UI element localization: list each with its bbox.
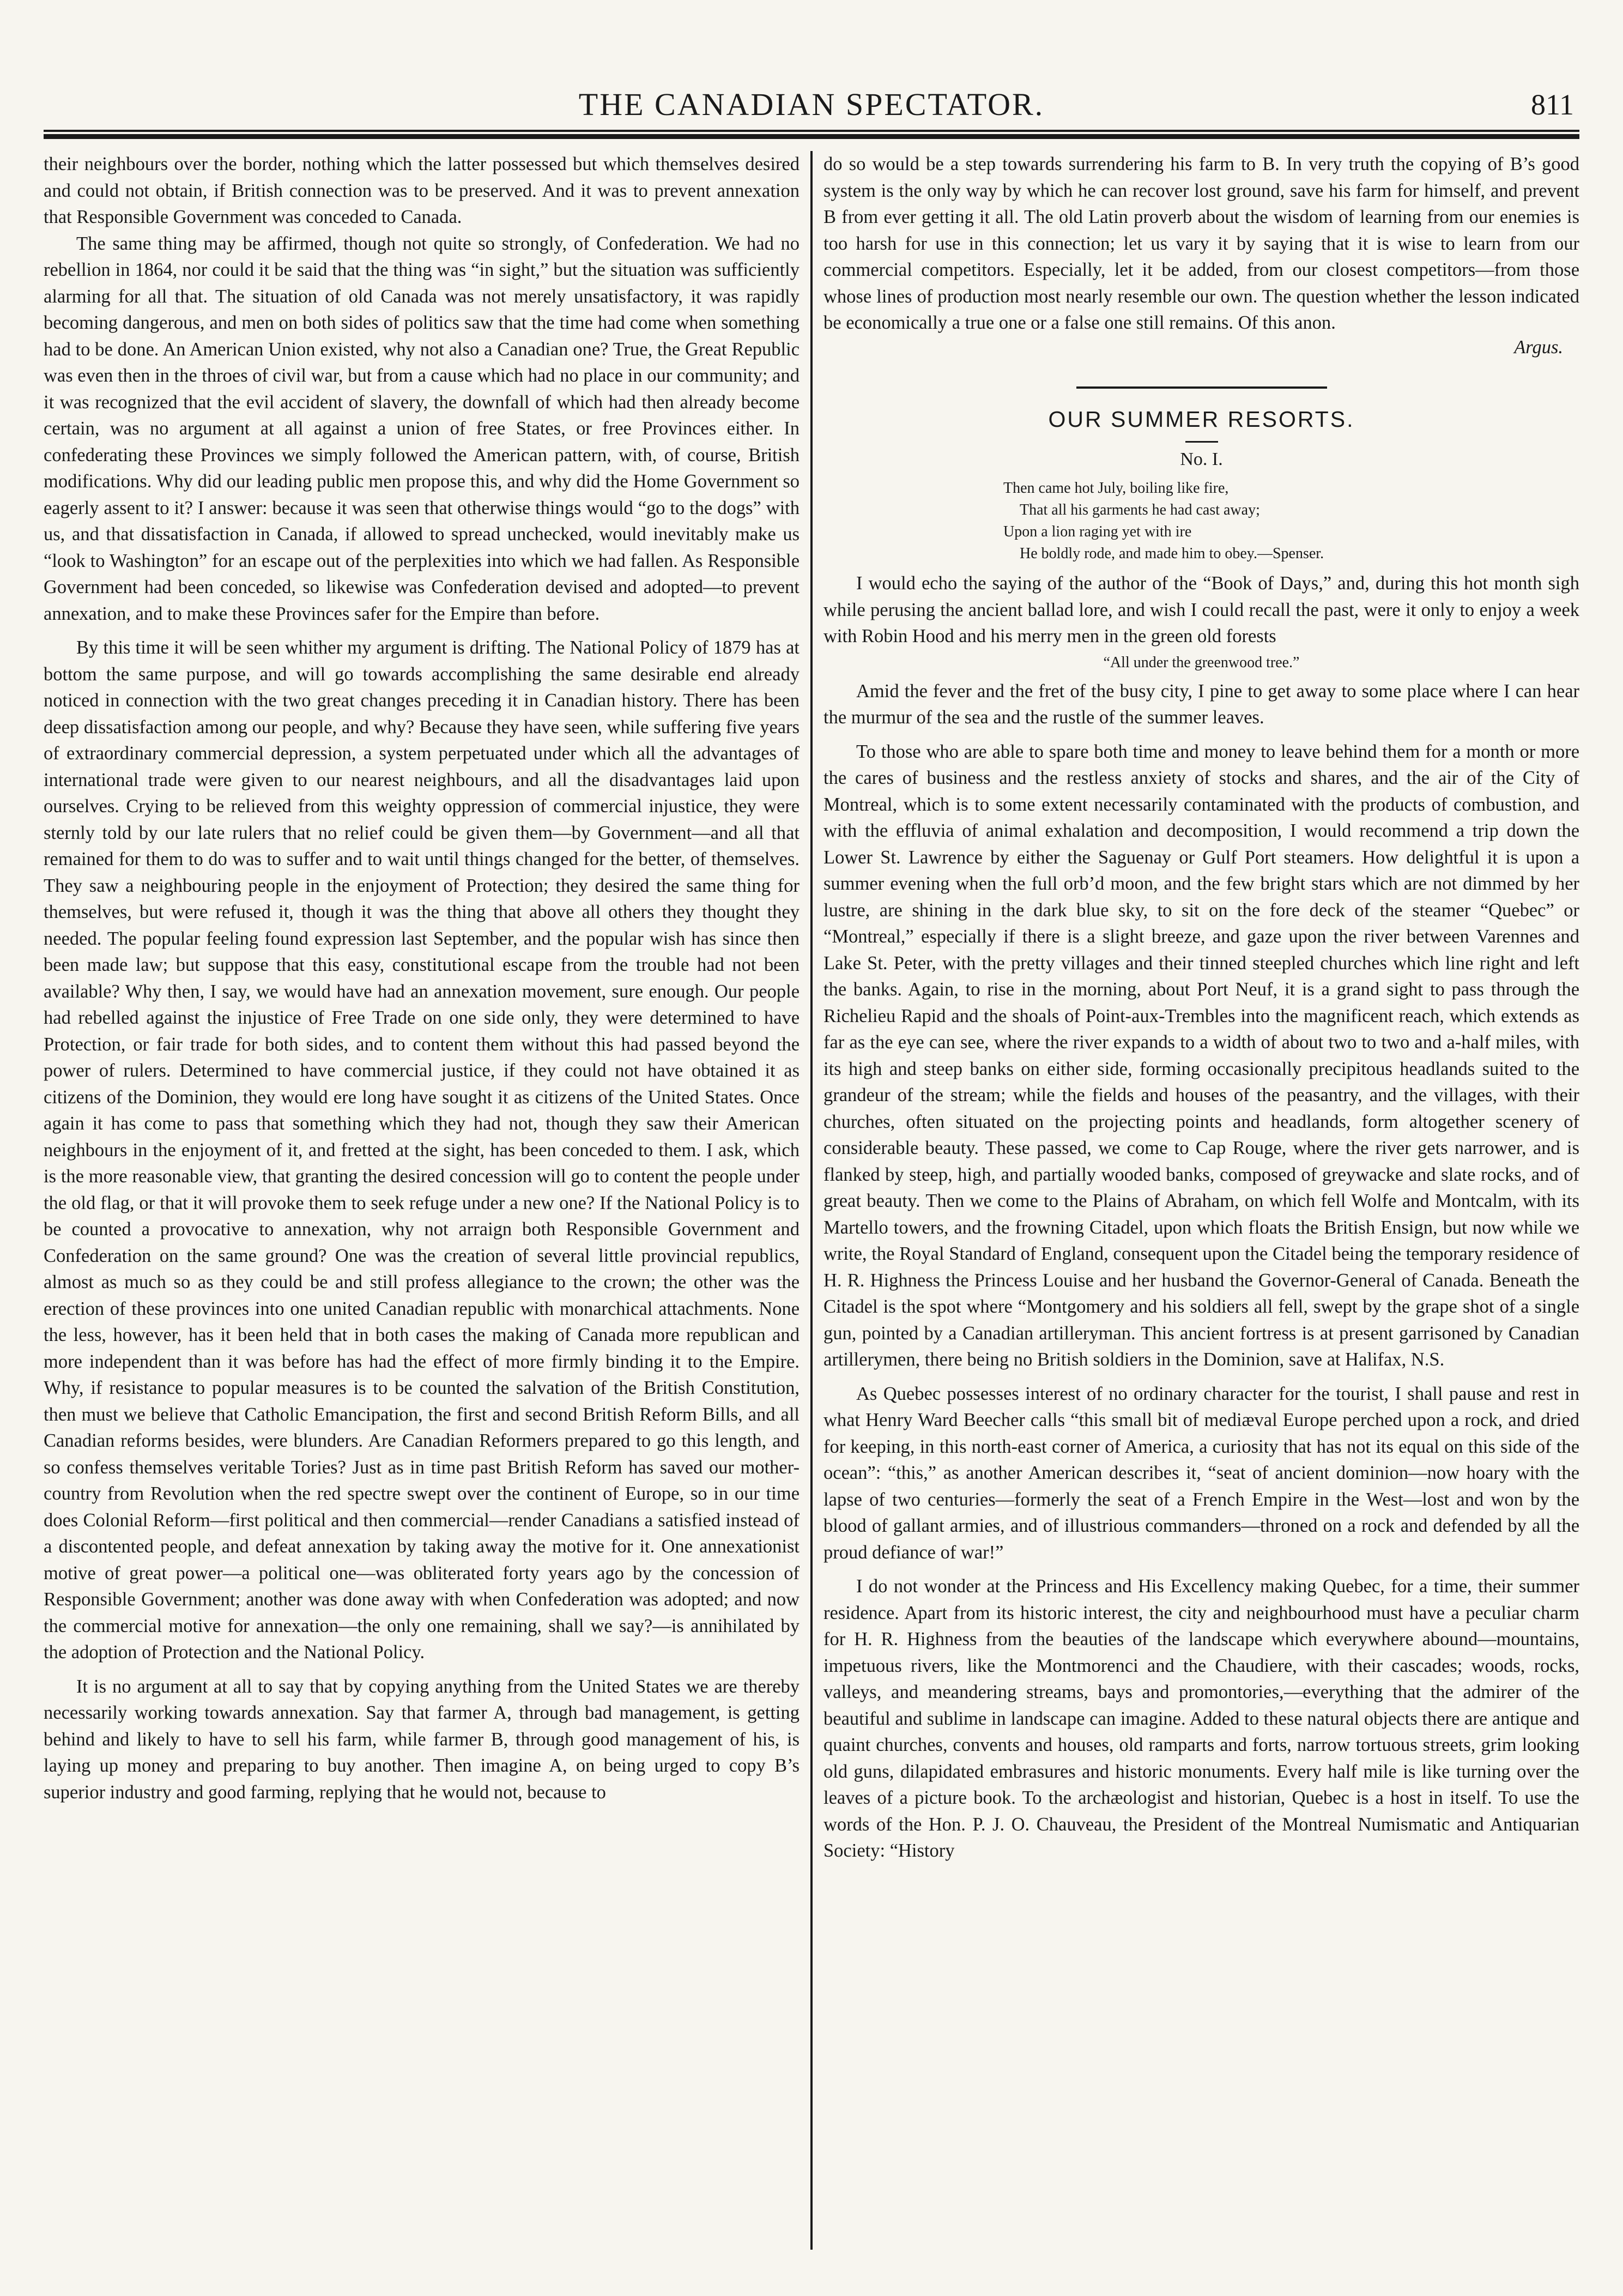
epigraph-poem — [1003, 478, 1579, 565]
article-paragraph-4: As Quebec possesses interest of no ordinary character for the tourist, I shall pause and rest in what Henry Ward Beecher calls “this small bit of mediæval Europe perched upon a rock, and dried for keeping, in this north-east corner of America, a curiosity that has not its equal on this side of the ocean”: “this,” as another American describes it, “seat of ancient dominion—now hoary with the lapse of two centuries—formerly the seat of a French Empire in the West—lost and won by the blood of gallant armies, and of illustrious commanders—throned on a rock and defended by all the proud defiance of war!” — [823, 1383, 1579, 1563]
left-paragraph-2: The same thing may be affirmed, though not quite so strongly, of Confederation. We had no rebellion in 1864, nor could it be said that the thing was “in sight,” but the situation was sufficiently alarming for all that. The situation of old Canada was not merely unsatisfactory, it was rapidly becoming dangerous, and men on both sides of politics saw that the time had come when something had to be done. An American Union existed, why not also a Canadian one? True, the Great Republic was even then in the throes of civil war, but from a cause which had no place in our community; and it was recognized that the evil accident of slavery, the downfall of which had then already become certain, was no argument at all against a union of free States, or free Provinces either. In confederating these Provinces we simply followed the American pattern, with, of course, British modifications. Why did our leading public men propose this, and why did the Home Government so eagerly assent to it? I answer: because it was seen that otherwise things would “go to the dogs” with us, and that dissatisfaction in Canada, if allowed to spread unchecked, would inevitably make us “look to Washington” for an escape out of the perplexities into which we had fallen. As Responsible Government had been conceded, so likewise was Confederation devised and adopted—to prevent annexation, and to make these Provinces safer for the Empire than before. — [44, 233, 800, 624]
running-head — [44, 82, 1579, 128]
left-paragraph-1: their neighbours over the border, nothing which the latter possessed but which themselves desired and could not obtain, if British connection was to be preserved. And it was to prevent annexation that Responsible Government was conceded to Canada. — [44, 154, 800, 227]
poem-line-3: Upon a lion raging yet with ire — [1003, 523, 1192, 540]
left-paragraph-3: By this time it will be seen whither my argument is drifting. The National Policy of 1879 has at bottom the same purpose, and will go towards accomplishing the same desirable end already noticed in connection with the two great changes preceding it in Canadian history. There has been deep dissatisfaction among our people, and why? Because they have seen, while suffering five years of extraordinary commercial depression, a system perpetuated under which all the advantages of international trade were given to our nearest neighbours, and all the disadvantages laid upon ourselves. Crying to be relieved from this weighty oppression of commercial injustice, they were sternly told by our late rulers that no relief could be given them—by Government—and all that remained for them to do was to suffer and to wait until things changed for the better, of themselves. They saw a neighbouring people in the enjoyment of Protection; they desired the same thing for themselves, but were refused it, though it was the thing that above all others they thought they needed. The popular feeling found expression last September, and the popular wish has since then been made law; but suppose that this easy, constitutional escape from the trouble had not been available? Why then, I say, we would have had an annexation movement, sure enough. Our people had rebelled against the injustice of Free Trade on one side only, they were determined to have Protection, or fair trade for both sides, and to content them without this had passed beyond the power of rulers. Determined to have commercial justice, if they could not have obtained it as citizens of the Dominion, they would ere long have sought it as citizens of the United States. Once again it has come to pass that something which they had not, though they saw their American neighbours in the enjoyment of it, and fretted at the sight, has been conceded to them. I ask, which is the more reasonable view, that granting the desired concession will go to content the people under the old flag, or that it will provoke them to seek refuge under a new one? If the National Policy is to be counted a provocative to annexation, why not arraign both Responsible Government and Confederation on the same ground? One was the creation of several little provincial republics, almost as much so as they could be and still profess allegiance to the crown; the other was the erection of these provinces into one united Canadian republic with monarchical attachments. None the less, however, has it been held that in both cases the making of Canada more republican and more independent than it was before has had the effect of more firmly binding it to the Empire. Why, if resistance to popular measures is to be counted the salvation of the British Constitution, then must we believe that Catholic Emancipation, the first and second British Reform Bills, and all Canadian reforms besides, were blunders. Are Canadian Reformers prepared to go this length, and so confess themselves veritable Tories? Just as in time past British Reform has saved our mother-country from Revolution when the red spectre swept over the continent of Europe, so in our time does Colonial Reform—first political and then commercial—render Canadians a satisfied instead of a discontented people, and defeat annexation by taking away the motive for it. One annexationist motive of great power—a political one—was obliterated forty years ago by the concession of Responsible Government; another was done away with when Confederation was adopted; and now the commercial motive for annexation—the only one remaining, shall we say?—is annihilated by the adoption of Protection and the National Policy. — [44, 637, 800, 1663]
article-paragraph-2: Amid the fever and the fret of the busy city, I pine to get away to some place where I can hear the murmur of the sea and the rustle of the summer leaves. — [823, 680, 1579, 728]
article-number: No. I. — [1180, 449, 1223, 469]
section-divider — [1076, 386, 1327, 389]
article-title: OUR SUMMER RESORTS. — [1048, 407, 1355, 432]
right-column — [813, 151, 1579, 2250]
page-number: 811 — [1531, 88, 1574, 121]
author-signature: Argus. — [1514, 336, 1564, 358]
right-continuation-paragraph: do so would be a step towards surrendering his farm to B. In very truth the copying of B’s good system is the only way by which he can recover lost ground, save his farm for himself, and prevent B from ever getting it all. The old Latin proverb about the wisdom of learning from our enemies is too harsh for use in this connection; let us vary it by saying that it is wise to learn from our commercial competitors. Especially, let it be added, from our closest competitors—from those whose lines of production most nearly resemble our own. The question whether the lesson indicated be economically a true one or a false one still remains. Of this anon. — [823, 154, 1579, 333]
poem-line-1: Then came hot July, boiling like fire, — [1003, 480, 1229, 497]
title-underline — [1185, 441, 1218, 443]
article-paragraph-3: To those who are able to spare both time and money to leave behind them for a month or more the cares of business and the restless anxiety of stocks and shares, and the air of the City of Montreal, which is to some extent necessarily contaminated with the products of combustion, and with the effluvia of animal exhalation and decomposition, I would recommend a trip down the Lower St. Lawrence by either the Saguenay or Gulf Port steamers. How delightful it is upon a summer evening when the full orb’d moon, and the few bright stars which are not dimmed by her lustre, are shining in the dark blue sky, to sit on the fore deck of the steamer “Quebec” or “Montreal,” especially if there is a slight breeze, and gaze upon the river between Varennes and Lake St. Peter, with the pretty villages and their tinned steepled churches which line right and left the banks. Again, to rise in the morning, about Port Neuf, it is a grand sight to pass through the Richelieu Rapid and the shoals of Point-aux-Trembles into the magnificent reach, which extends as far as the eye can see, where the river expands to a width of about two to two and a-half miles, with its high and steep banks on either side, forming occasionally precipitous headlands suited to the grandeur of the stream; while the fields and houses of the peasantry, and the villages, with their churches, often situated on the projecting points and headlands, form altogether scenery of considerable beauty. These passed, we come to Cap Rouge, where the river gets narrower, and is flanked by steep, high, and partially wooded banks, composed of greywacke and slate rocks, and of great beauty. Then we come to the Plains of Abraham, on which fell Wolfe and Montcalm, with its Martello towers, and the frowning Citadel, upon which floats the British Ensign, but now while we write, the Royal Standard of England, consequent upon the Citadel being the temporary residence of H. R. Highness the Princess Louise and her husband the Governor-General of Canada. Beneath the Citadel is the spot where “Montgomery and his soldiers all fell, swept by the grape shot of a single gun, pointed by a Canadian artilleryman. This ancient fortress is at present garrisoned by Canadian artillerymen, there being no British soldiers in the Dominion, save at Halifax, N.S. — [823, 741, 1579, 1370]
left-column — [44, 151, 810, 2250]
header-rule-thin — [44, 130, 1579, 132]
article-paragraph-1: I would echo the saying of the author of the “Book of Days,” and, during this hot month sigh while perusing the ancient ballad lore, and wish I could recall the past, were it only to enjoy a week with Robin Hood and his merry men in the green old forests — [823, 573, 1579, 646]
poem-line-4: He boldly rode, and made him to obey.—Spenser. — [1020, 545, 1324, 562]
text-columns — [44, 151, 1579, 2250]
greenwood-quote: “All under the greenwood tree.” — [1103, 654, 1300, 671]
poem-line-2: That all his garments he had cast away; — [1020, 502, 1260, 518]
header-rule-thick — [44, 134, 1579, 139]
left-paragraph-4: It is no argument at all to say that by copying anything from the United States we are thereby necessarily working towards annexation. Say that farmer A, through bad management, is getting behind and likely to have to sell his farm, while farmer B, through good management of his, is laying up money and preparing to buy another. Then imagine A, on being urged to copy B’s superior industry and good farming, replying that he would not, because to — [44, 1676, 800, 1803]
article-paragraph-5: I do not wonder at the Princess and His Excellency making Quebec, for a time, their summer residence. Apart from its historic interest, the city and neighbourhood must have a peculiar charm for H. R. Highness from the beauties of the landscape which everywhere abound—mountains, impetuous rivers, like the Montmorenci and the Chaudiere, with their cascades; woods, rocks, valleys, and meandering streams, bays and promontories,—everything that the admirer of the beautiful and sublime in landscape can imagine. Added to these natural objects there are antique and quaint churches, convents and houses, old ramparts and forts, narrow tortuous streets, grim looking old guns, dilapidated embrasures and historic monuments. Every half mile is like turning over the leaves of a picture book. To the archæologist and historian, Quebec is a host in itself. To use the words of the Hon. P. J. O. Chauveau, the President of the Montreal Numismatic and Antiquarian Society: “History — [823, 1576, 1579, 1861]
journal-title: THE CANADIAN SPECTATOR. — [578, 87, 1045, 122]
